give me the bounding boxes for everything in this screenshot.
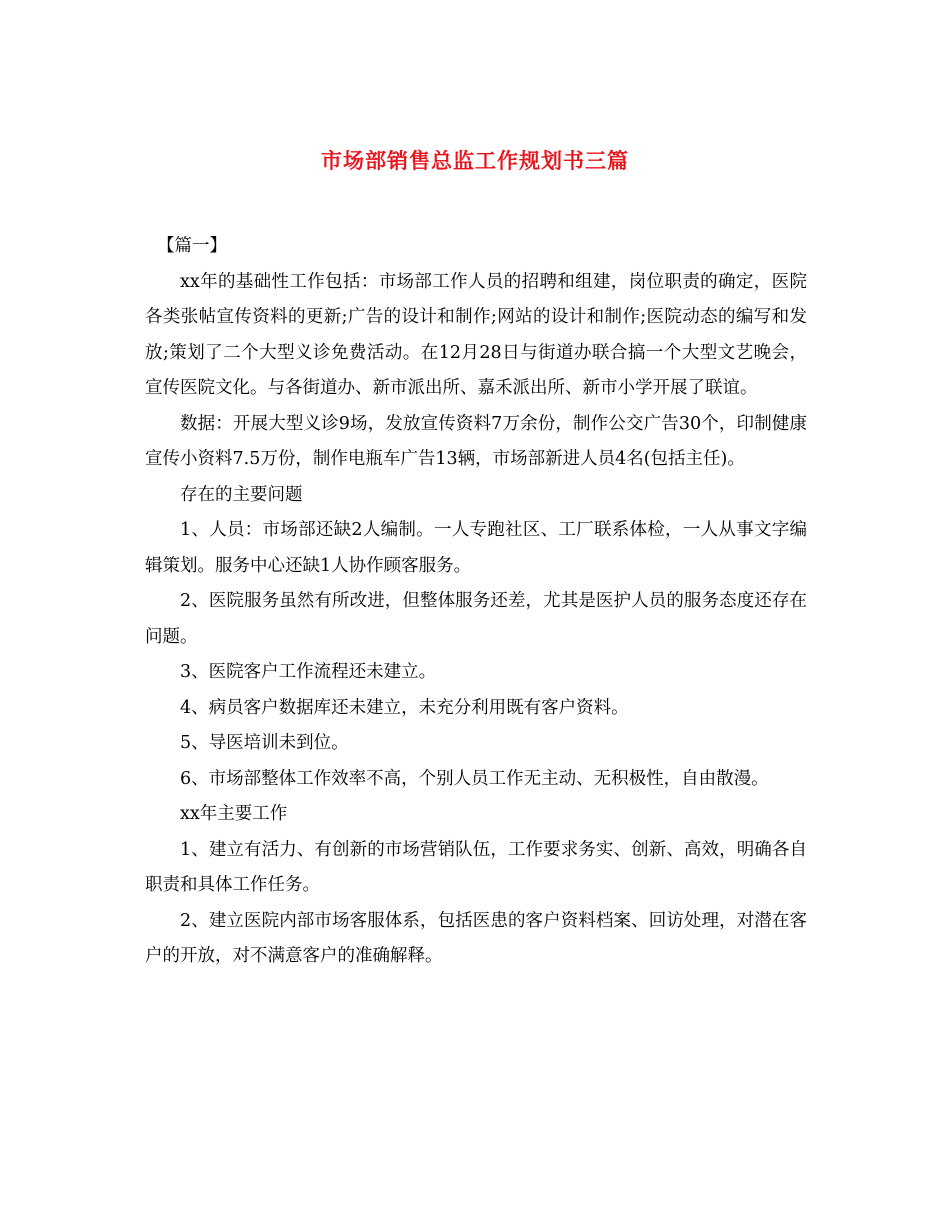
document-body — [145, 229, 807, 975]
list-item-problem-3: 3、医院客户工作流程还未建立。 — [180, 662, 437, 682]
paragraph-basic-work: xx年的基础性工作包括：市场部工作人员的招聘和组建，岗位职责的确定，医院各类张帖宣传资料的更新;广告的设计和制作;网站的设计和制作;医院动态的编写和发放;策划了二个大型义诊免费活动。在12月28日与街道办联合搞一个大型文艺晚会，宣传医院文化。与各街道办、新市派出所、嘉禾派出所、新市小学开展了联谊。 — [145, 271, 807, 398]
document-title: 市场部销售总监工作规划书三篇 — [321, 148, 629, 173]
list-item-problem-6: 6、市场部整体工作效率不高，个别人员工作无主动、无积极性，自由散漫。 — [180, 768, 769, 789]
list-item-problem-4: 4、病员客户数据库还未建立，未充分利用既有客户资料。 — [180, 697, 629, 718]
list-item-work-2: 2、建立医院内部市场客服体系，包括医患的客户资料档案、回访处理，对潜在客户的开放，对不满意客户的准确解释。 — [145, 910, 807, 966]
list-item-problem-5: 5、导医培训未到位。 — [180, 733, 349, 753]
paragraph-data: 数据：开展大型义诊9场，发放宣传资料7万余份，制作公交广告30个，印制健康宣传小资料7.5万份，制作电瓶车广告13辆，市场部新进人员4名(包括主任)。 — [145, 413, 807, 469]
subheading-main-problems: 存在的主要问题 — [180, 484, 303, 505]
list-item-problem-2: 2、医院服务虽然有所改进，但整体服务还差，尤其是医护人员的服务态度还存在问题。 — [145, 591, 807, 647]
subheading-main-work: xx年主要工作 — [180, 804, 288, 824]
list-item-problem-1: 1、人员：市场部还缺2人编制。一人专跑社区、工厂联系体检，一人从事文字编辑策划。服务中心还缺1人协作顾客服务。 — [145, 520, 807, 576]
list-item-work-1: 1、建立有活力、有创新的市场营销队伍，工作要求务实、创新、高效，明确各自职责和具体工作任务。 — [145, 839, 807, 895]
section-heading: 【篇一】 — [157, 236, 227, 256]
